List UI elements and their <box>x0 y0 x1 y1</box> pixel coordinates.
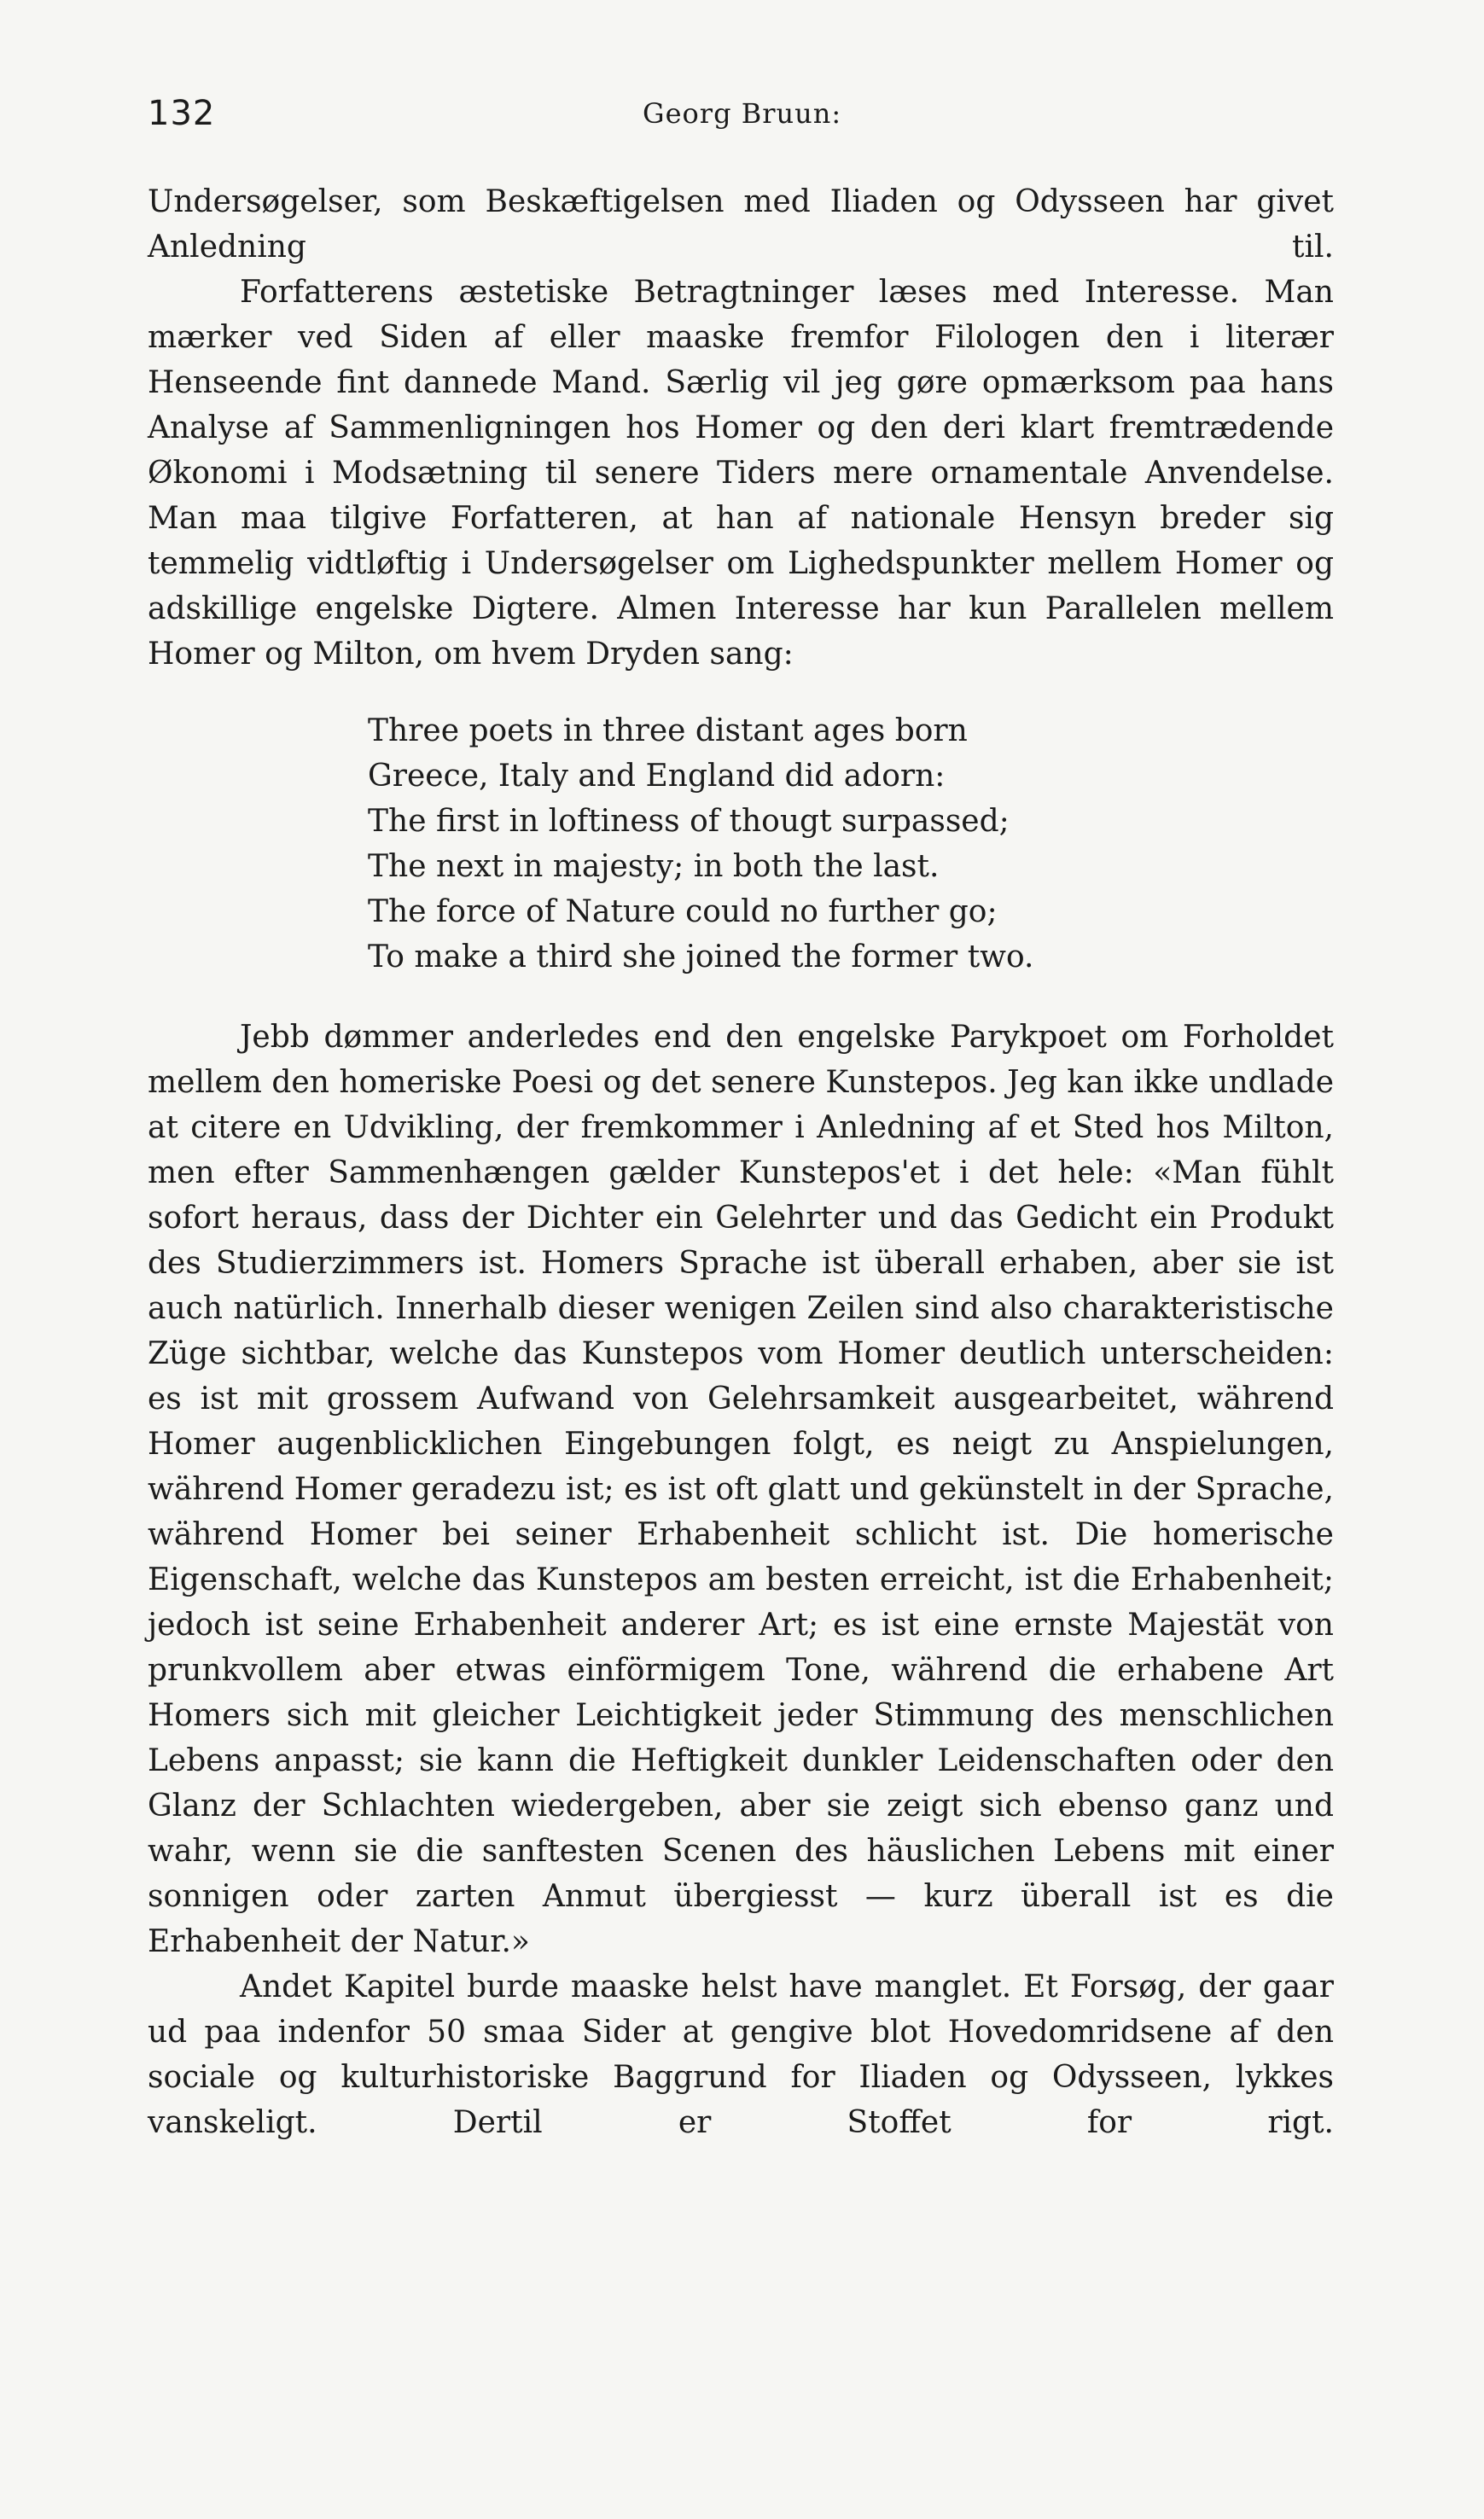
running-head <box>148 94 1335 137</box>
page-number: 132 <box>148 94 216 133</box>
running-head-author: Georg Bruun: <box>643 97 842 130</box>
poem-line: Three poets in three distant ages born <box>368 713 968 748</box>
paragraph-continuation: Undersøgelser, som Beskæftigelsen med Iliaden og Odysseen har givet Anledning til. <box>148 184 1334 265</box>
poem-line: The force of Nature could no further go; <box>368 894 998 929</box>
poem-line: To make a third she joined the former two. <box>368 940 1034 974</box>
poem-line: The next in majesty; in both the last. <box>368 849 940 884</box>
dryden-epigram <box>368 708 1334 980</box>
paragraph-second-chapter: Andet Kapitel burde maaske helst have manglet. Et Forsøg, der gaar ud paa indenfor 50 smaa Sider at gengive blot Hovedomridsene af den sociale og kulturhistoriske Baggrund for Iliaden og Odysseen, lykkes vanskeligt. Dertil er Stoffet for rigt. <box>148 1969 1334 2140</box>
poem-line: The first in loftiness of thougt surpassed; <box>368 804 1010 839</box>
paragraph-aesthetic-observations: Forfatterens æstetiske Betragtninger læses med Interesse. Man mærker ved Siden af eller maaske fremfor Filologen den i literær Henseende fint dannede Mand. Særlig vil jeg gøre opmærksom paa hans Analyse af Sammenligningen hos Homer og den deri klart fremtrædende Økonomi i Modsætning til senere Tiders mere ornamentale Anvendelse. Man maa tilgive Forfatteren, at han af nationale Hensyn breder sig temmelig vidtløftig i Undersøgelser om Lighedspunkter mellem Homer og adskillige engelske Digtere. Almen Interesse har kun Parallelen mellem Homer og Milton, om hvem Dryden sang: <box>148 275 1334 672</box>
body-text <box>148 179 1334 2145</box>
poem-line: Greece, Italy and England did adorn: <box>368 759 946 794</box>
paragraph-jebb-judgement: Jebb dømmer anderledes end den engelske Parykpoet om Forholdet mellem den homeriske Poesi og det senere Kunstepos. Jeg kan ikke undlade at citere en Udvikling, der fremkommer i Anledning af et Sted hos Milton, men efter Sammenhængen gælder Kunstepos'et i det hele: «Man fühlt sofort heraus, dass der Dichter ein Gelehrter und das Gedicht ein Produkt des Studierzimmers ist. Homers Sprache ist überall erhaben, aber sie ist auch natürlich. Innerhalb dieser wenigen Zeilen sind also charakteristische Züge sichtbar, welche das Kunstepos vom Homer deutlich unterscheiden: es ist mit grossem Aufwand von Gelehrsamkeit ausgearbeitet, während Homer augenblicklichen Eingebungen folgt, es neigt zu Anspielungen, während Homer geradezu ist; es ist oft glatt und gekünstelt in der Sprache, während Homer bei seiner Erhabenheit schlicht ist. Die homerische Eigenschaft, welche das Kunstepos am besten erreicht, ist die Erhabenheit; jedoch ist seine Erhabenheit anderer Art; es ist eine ernste Majestät von prunkvollem aber etwas einförmigem Tone, während die erhabene Art Homers sich mit gleicher Leichtigkeit jeder Stimmung des menschlichen Lebens anpasst; sie kann die Heftigkeit dunkler Leidenschaften oder den Glanz der Schlachten wiedergeben, aber sie zeigt sich ebenso ganz und wahr, wenn sie die sanftesten Scenen des häuslichen Lebens mit einer sonnigen oder zarten Anmut übergiesst — kurz überall ist es die Erhabenheit der Natur.» <box>148 1020 1334 1959</box>
